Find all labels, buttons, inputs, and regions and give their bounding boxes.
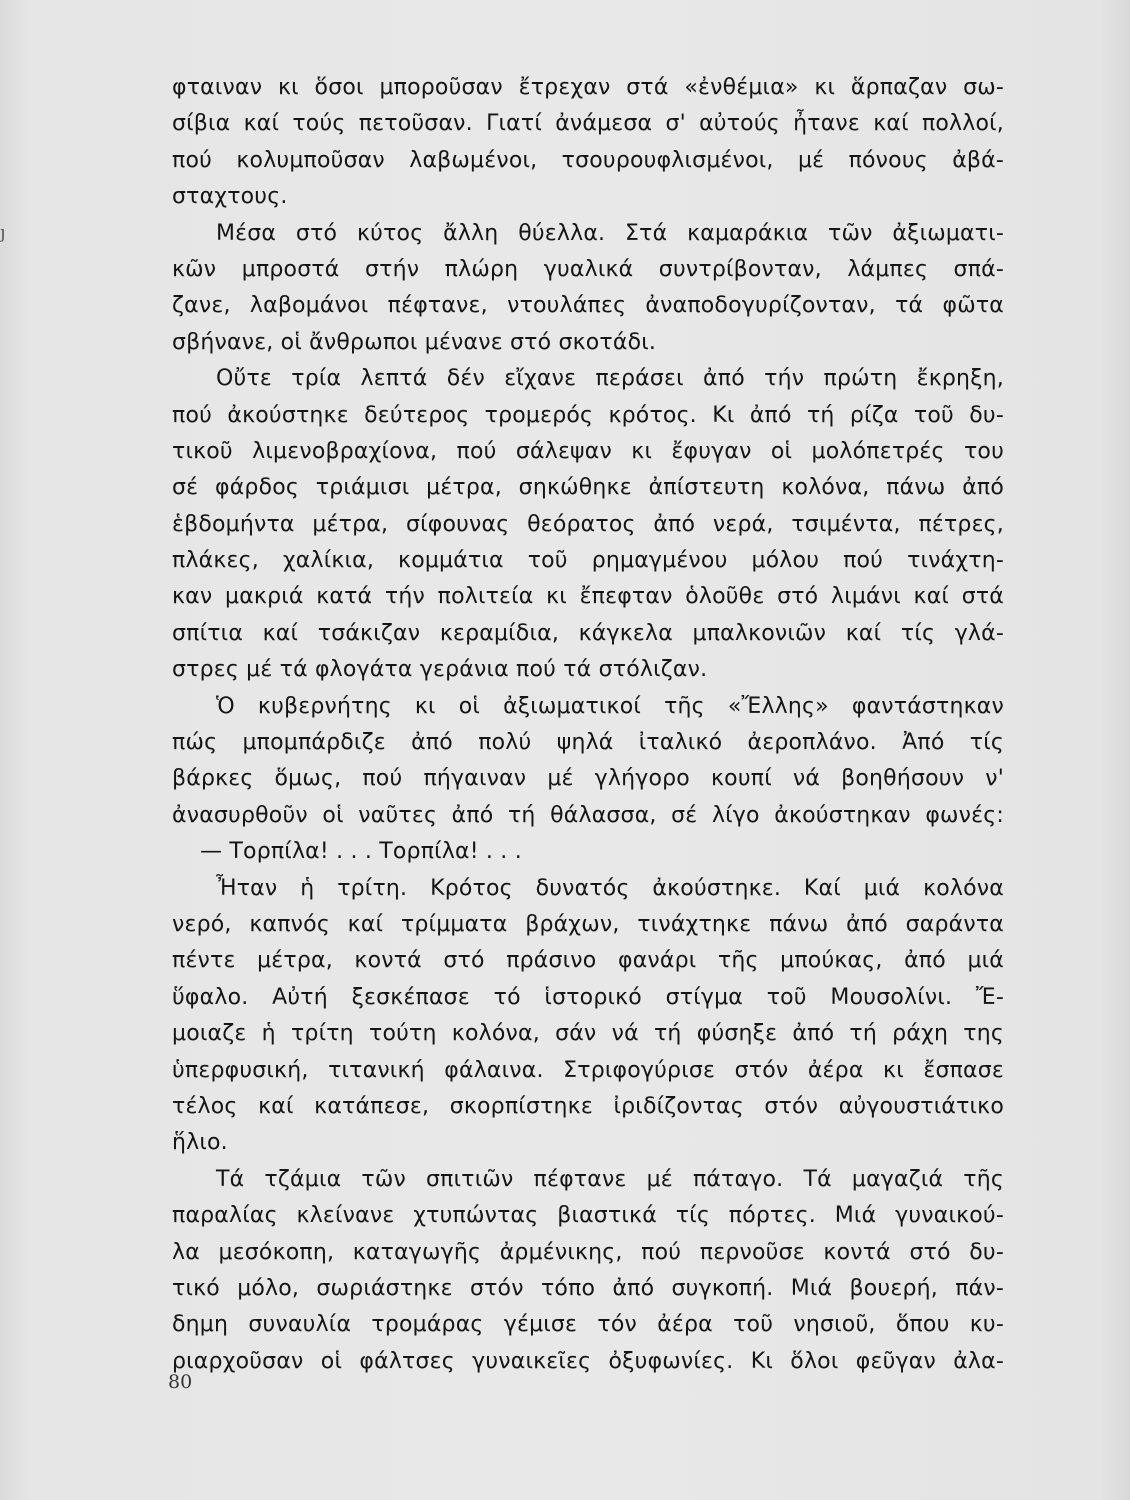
text-line: ἥλιο.: [172, 1130, 228, 1156]
text-line: πέντε μέτρα, κοντά στό πράσινο φανάρι τῆς μπούκας, ἀπό μιά: [172, 948, 1004, 974]
text-line: πού ἀκούστηκε δεύτερος τρομερός κρότος. Κι ἀπό τή ρίζα τοῦ δυ-: [172, 402, 1004, 428]
text-line: φταιναν κι ὅσοι μποροῦσαν ἔτρεχαν στά «ἐνθέμια» κι ἅρπαζαν σω-: [172, 75, 1004, 100]
text-line: Οὔτε τρία λεπτά δέν εἴχανε περάσει ἀπό τήν πρώτη ἔκρηξη,: [216, 366, 1004, 392]
text-line: σβήνανε, οἱ ἄνθρωποι μένανε στό σκοτάδι.: [172, 329, 657, 355]
text-line: ἑβδομήντα μέτρα, σίφουνας θεόρατος ἀπό νερά, τσιμέντα, πέτρες,: [172, 511, 1004, 537]
text-line: Μέσα στό κύτος ἄλλη θύελλα. Στά καμαράκια τῶν ἀξιωματι-: [216, 220, 1004, 246]
text-line: τέλος καί κατάπεσε, σκορπίστηκε ἰριδίζοντας στόν αὐγουστιάτικο: [172, 1093, 1004, 1119]
text-line: τικοῦ λιμενοβραχίονα, πού σάλεψαν κι ἔφυγαν οἱ μολόπετρές του: [172, 438, 1004, 464]
text-line: πώς μπομπάρδιζε ἀπό πολύ ψηλά ἰταλικό ἀεροπλάνο. Ἀπό τίς: [172, 730, 1004, 756]
text-line: λα μεσόκοπη, καταγωγῆς ἀρμένικης, πού περνοῦσε κοντά στό δυ-: [172, 1239, 1004, 1265]
text-line: μοιαζε ἡ τρίτη τούτη κολόνα, σάν νά τή φύσηξε ἀπό τή ράχη της: [172, 1021, 1004, 1047]
text-line: ζανε, λαβομάνοι πέφτανε, ντουλάπες ἀναποδογυρίζονταν, τά φῶτα: [172, 293, 1004, 319]
body-text: [172, 70, 1004, 1380]
binding-mark: ȷ: [0, 222, 6, 243]
text-line: καν μακριά κατά τήν πολιτεία κι ἔπεφταν ὁλοῦθε στό λιμάνι καί στά: [172, 584, 1004, 610]
text-line: ὕφαλο. Αὐτή ξεσκέπασε τό ἱστορικό στίγμα τοῦ Μουσολίνι. Ἔ-: [172, 984, 1004, 1010]
text-line: νερό, καπνός καί τρίμματα βράχων, τινάχτηκε πάνω ἀπό σαράντα: [172, 911, 1004, 937]
text-line: τικό μόλο, σωριάστηκε στόν τόπο ἀπό συγκοπή. Μιά βουερή, πάν-: [172, 1275, 1004, 1301]
text-line: κῶν μπροστά στήν πλώρη γυαλικά συντρίβονταν, λάμπες σπά-: [172, 256, 1004, 282]
text-line: σίβια καί τούς πετοῦσαν. Γιατί ἀνάμεσα σ' αὐτούς ἦτανε καί πολλοί,: [172, 111, 1004, 137]
text-line: ριαρχοῦσαν οἱ φάλτσες γυναικεῖες ὀξυφωνίες. Κι ὅλοι φεῦγαν ἀλα-: [172, 1348, 1004, 1374]
text-line: βάρκες ὅμως, πού πήγαιναν μέ γλήγορο κουπί νά βοηθήσουν ν': [172, 766, 1004, 792]
text-line: παραλίας κλείνανε χτυπώντας βιαστικά τίς πόρτες. Μιά γυναικού-: [172, 1203, 1004, 1229]
text-line: σπίτια καί τσάκιζαν κεραμίδια, κάγκελα μπαλκονιῶν καί τίς γλά-: [172, 620, 1004, 646]
text-line: ἀνασυρθοῦν οἱ ναῦτες ἀπό τή θάλασσα, σέ λίγο ἀκούστηκαν φωνές:: [172, 802, 1004, 828]
text-line: Ὁ κυβερνήτης κι οἱ ἀξιωματικοί τῆς «Ἔλλης» φαντάστηκαν: [216, 693, 1004, 719]
text-line: Τά τζάμια τῶν σπιτιῶν πέφτανε μέ πάταγο. Τά μαγαζιά τῆς: [216, 1166, 1004, 1192]
text-line: πού κολυμποῦσαν λαβωμένοι, τσουρουφλισμένοι, μέ πόνους ἀβά-: [172, 147, 1004, 173]
dialogue-line: — Τορπίλα! . . . Τορπίλα! . . .: [200, 839, 522, 865]
text-line: σταχτους.: [172, 184, 288, 210]
text-line: πλάκες, χαλίκια, κομμάτια τοῦ ρημαγμένου μόλου πού τινάχτη-: [172, 548, 1004, 574]
text-line: στρες μέ τά φλογάτα γεράνια πού τά στόλιζαν.: [172, 657, 708, 683]
text-line: Ἦταν ἡ τρίτη. Κρότος δυνατός ἀκούστηκε. Καί μιά κολόνα: [216, 875, 1004, 901]
text-line: δημη συναυλία τρομάρας γέμισε τόν ἀέρα τοῦ νησιοῦ, ὅπου κυ-: [172, 1312, 1004, 1338]
text-line: σέ φάρδος τριάμισι μέτρα, σηκώθηκε ἀπίστευτη κολόνα, πάνω ἀπό: [172, 475, 1004, 501]
page-number: 80: [168, 1371, 193, 1393]
text-line: ὑπερφυσική, τιτανική φάλαινα. Στριφογύρισε στόν ἀέρα κι ἔσπασε: [172, 1057, 1004, 1083]
